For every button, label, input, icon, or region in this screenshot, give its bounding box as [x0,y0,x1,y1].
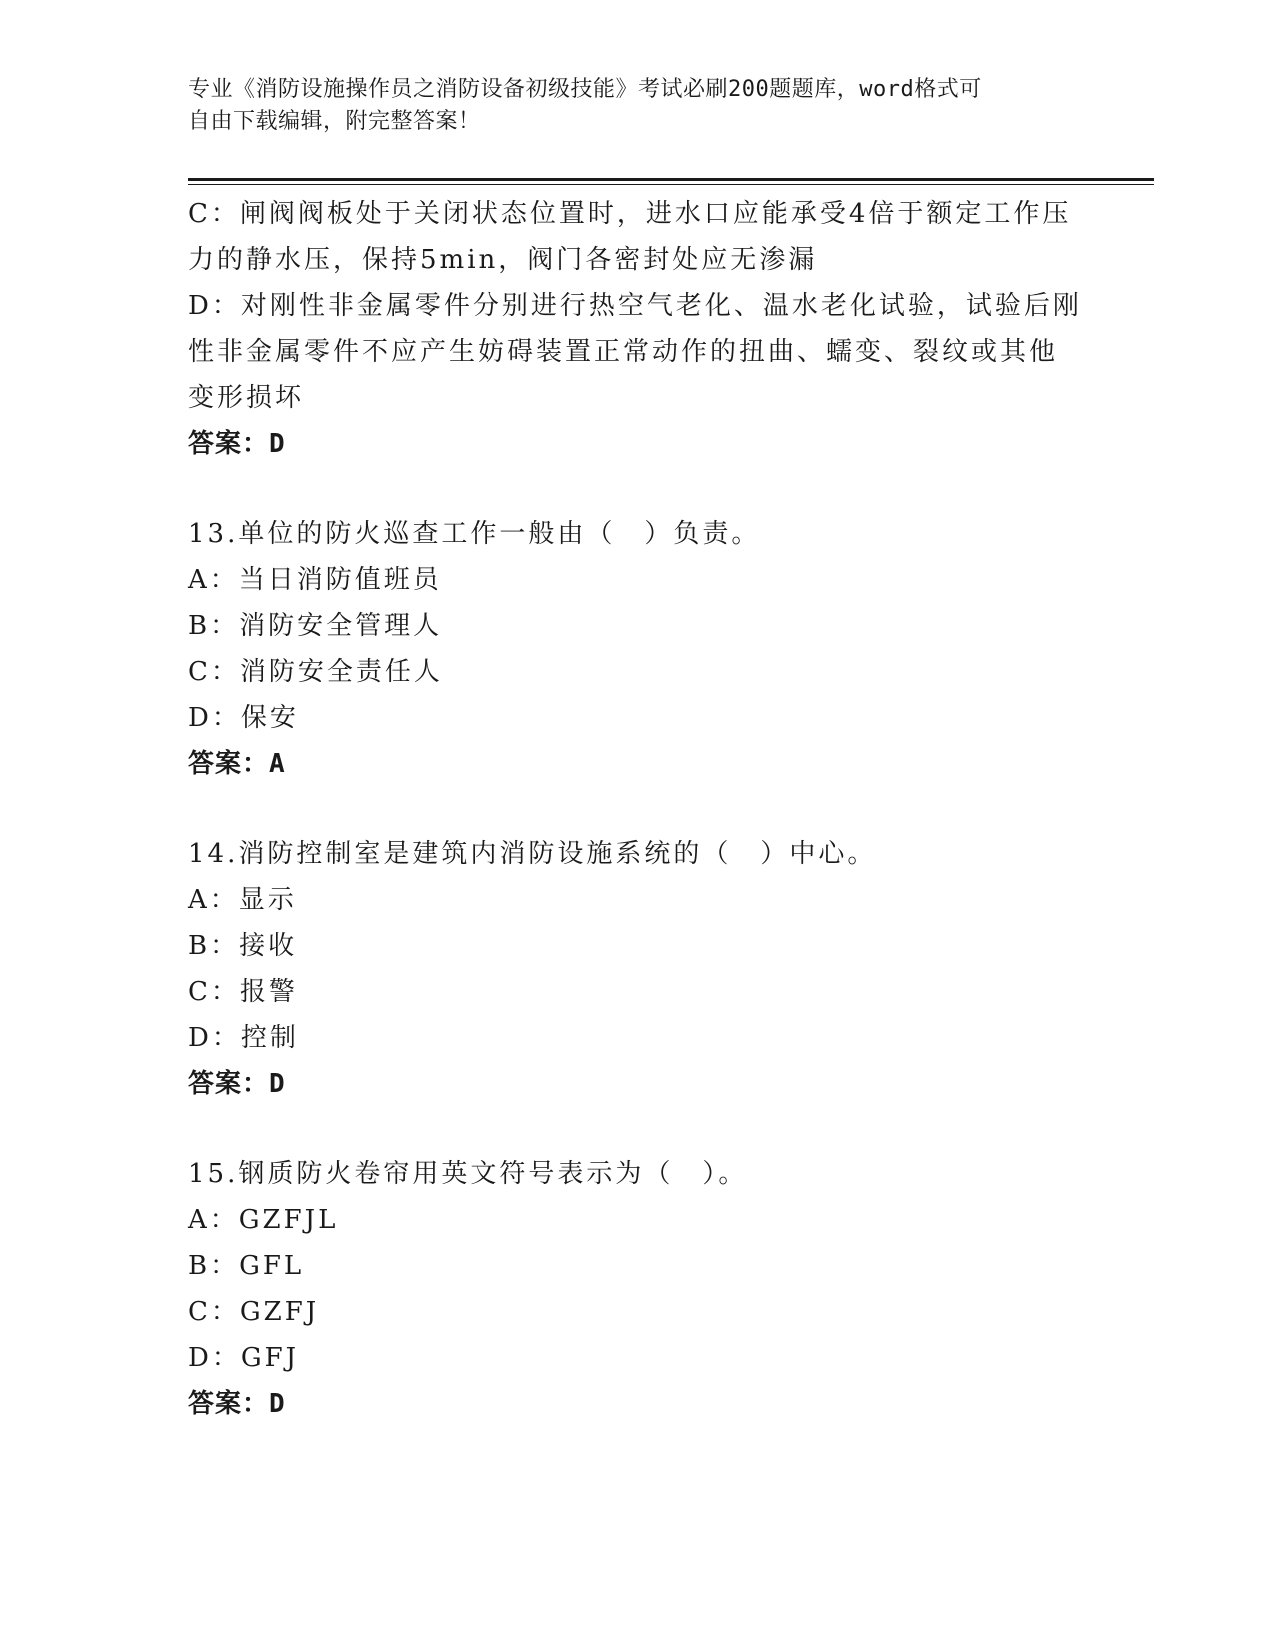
question-15-option-d: D：GFJ [188,1343,300,1373]
spacer [188,787,1088,831]
option-c-line-1: C：闸阀阀板处于关闭状态位置时，进水口应能承受4倍于额定工作压 [188,199,1072,229]
question-13-option-a: A：当日消防值班员 [188,565,442,595]
option-c-line-2: 力的静水压，保持5min，阀门各密封处应无渗漏 [188,245,818,275]
document-header [188,74,1068,138]
question-12-continued [188,191,1088,467]
question-14 [188,831,1088,1107]
question-13 [188,511,1088,787]
header-line-1: 专业《消防设施操作员之消防设备初级技能》考试必刷200题题库，word格式可 [188,77,982,102]
answer-12: 答案：D [188,429,286,459]
question-13-option-c: C：消防安全责任人 [188,657,443,687]
header-line-2: 自由下载编辑，附完整答案！ [188,109,481,134]
question-15-stem: 15.钢质防火卷帘用英文符号表示为（ ）。 [188,1159,748,1189]
question-15-option-a: A：GZFJL [188,1205,339,1235]
answer-14: 答案：D [188,1069,286,1099]
question-15-option-c: C：GZFJ [188,1297,320,1327]
question-14-stem: 14.消防控制室是建筑内消防设施系统的（ ）中心。 [188,839,877,869]
question-14-option-b: B：接收 [188,931,298,961]
option-d-line-1: D：对刚性非金属零件分别进行热空气老化、温水老化试验，试验后刚 [188,291,1082,321]
answer-15: 答案：D [188,1389,286,1419]
question-14-option-c: C：报警 [188,977,298,1007]
question-content [188,191,1088,1427]
option-d-line-3: 变形损坏 [188,383,305,413]
spacer [188,1107,1088,1151]
question-15-option-b: B：GFL [188,1251,305,1281]
option-d-line-2: 性非金属零件不应产生妨碍装置正常动作的扭曲、蠕变、裂纹或其他 [188,337,1059,367]
header-divider-thin [188,184,1154,185]
answer-13: 答案：A [188,749,286,779]
header-divider-thick [188,178,1154,181]
question-13-option-d: D：保安 [188,703,299,733]
question-14-option-d: D：控制 [188,1023,299,1053]
question-13-option-b: B：消防安全管理人 [188,611,443,641]
question-14-option-a: A：显示 [188,885,297,915]
question-15 [188,1151,1088,1427]
spacer [188,467,1088,511]
question-13-stem: 13.单位的防火巡查工作一般由（ ）负责。 [188,519,761,549]
